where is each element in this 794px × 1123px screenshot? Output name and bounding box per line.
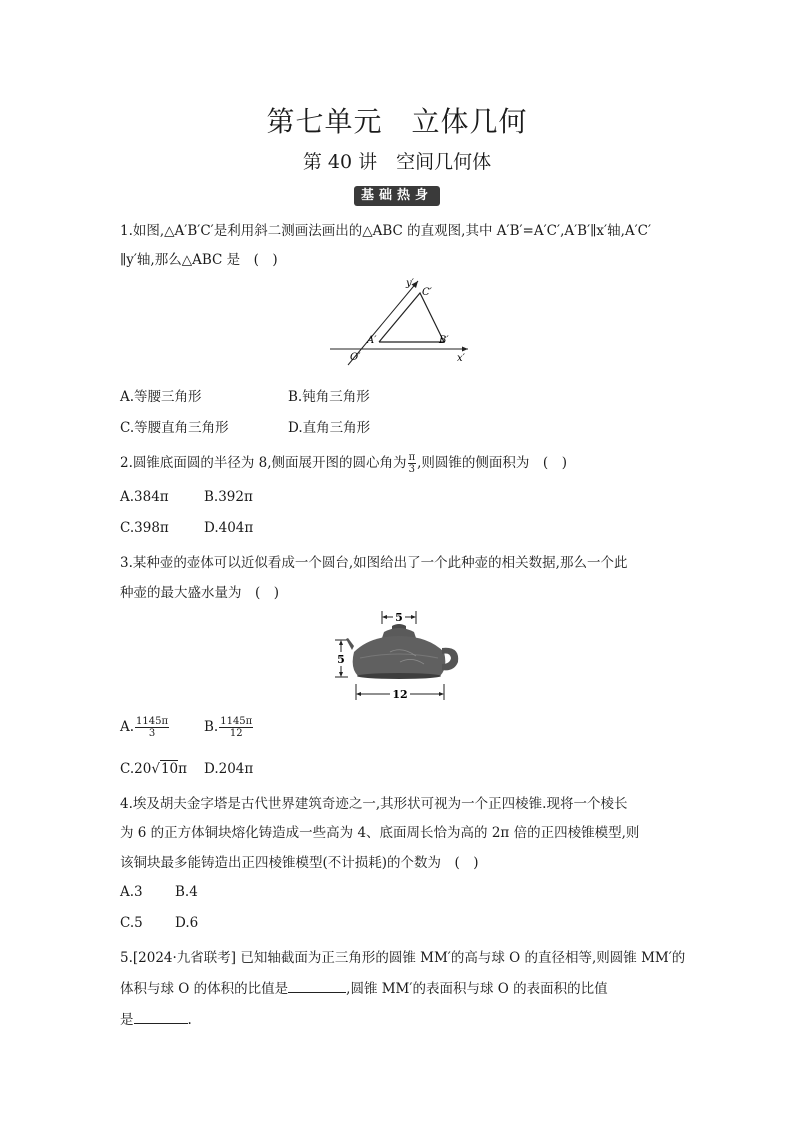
lecture-title: 第 40 讲 空间几何体 [302,151,492,173]
q1-option-c: C.等腰直角三角形 [120,420,229,436]
q5-line2-end: ,圆锥 MM′的表面积与球 O 的表面积的比值 [346,981,608,997]
q1-figure [320,272,480,367]
label-o: O′ [350,352,361,363]
q3-a-num: 1145π [136,716,169,727]
teapot-image [346,624,458,679]
triangle-abc [379,293,444,342]
dim-top: 5 [395,611,403,624]
q1-line1: 1.如图,△A′B′C′是利用斜二测画法画出的△ABC 的直观图,其中 A′B′=A′C′,A′B′∥x′轴,A′C′ [120,223,652,239]
q3-option-c-radicand: 10 [160,761,179,777]
q5-line1: 5.[2024·九省联考] 已知轴截面为正三角形的圆锥 MM′的高与球 O 的直径相等,则圆锥 MM′的 [120,950,686,966]
q5-line3-end: . [187,1012,192,1028]
q3-a-den: 3 [148,728,156,739]
q5-blank-2[interactable] [134,1009,188,1024]
label-y: y′ [406,278,414,289]
q3-option-a [120,716,170,739]
q3-b-den: 12 [229,728,243,739]
q2-text-before: 2.圆锥底面圆的半径为 8,侧面展开图的圆心角为 [120,455,407,471]
q5-blank-1[interactable] [288,978,346,993]
q3-option-c-prefix: C.20 [120,761,152,777]
q2-angle-fraction [408,452,417,475]
q3-option-b [204,716,254,739]
q1-option-b: B.钝角三角形 [288,389,370,405]
q4-line2: 为 6 的正方体铜块熔化铸造成一些高为 4、底面周长恰为高的 2π 倍的正四棱锥模型,则 [120,825,640,841]
q2-text-after: ,则圆锥的侧面积为 ( ) [417,455,567,471]
q4-option-b: B.4 [175,884,198,900]
q3-option-a-fraction [135,716,169,739]
x-axis-arrow [462,347,468,352]
q3-teapot-figure [330,606,465,706]
q5-line2-start: 体积与球 O 的体积的比值是 [120,981,289,997]
section-badge: 基础热身 [354,186,440,206]
q2-stem [120,451,567,475]
q2-option-c: C.398π [120,520,169,536]
dim-side: 5 [337,653,345,666]
q3-option-b-prefix: B. [204,719,219,735]
unit-title: 第七单元 立体几何 [266,105,528,138]
q3-option-c [120,760,187,777]
q4-option-c: C.5 [120,915,143,931]
sqrt-sign: √ [151,761,160,777]
q3-option-c-suffix: π [178,761,187,777]
q2-option-b: B.392π [204,489,253,505]
q3-option-d: D.204π [204,761,254,777]
label-x: x′ [457,353,465,364]
q2-frac-den: 3 [408,464,416,475]
q4-option-d: D.6 [175,915,199,931]
q4-line1: 4.埃及胡夫金字塔是古代世界建筑奇迹之一,其形状可视为一个正四棱锥.现将一个棱长 [120,796,628,812]
q2-frac-num: π [408,452,416,463]
label-c: C′ [422,287,432,298]
dim-bottom: 12 [392,688,408,701]
q3-option-a-prefix: A. [120,719,135,735]
q4-option-a: A.3 [120,884,143,900]
q2-option-a: A.384π [120,489,169,505]
q1-option-a: A.等腰三角形 [120,389,202,405]
q4-line3: 该铜块最多能铸造出正四棱锥模型(不计损耗)的个数为 ( ) [120,855,479,871]
q5-line3 [120,1008,192,1028]
q3-line1: 3.某种壶的壶体可以近似看成一个圆台,如图给出了一个此种壶的相关数据,那么一个此 [120,555,628,571]
q5-line2 [120,977,608,997]
q3-b-num: 1145π [220,716,253,727]
q2-option-d: D.404π [204,520,254,536]
q1-option-d: D.直角三角形 [288,420,371,436]
q5-line3-start: 是 [120,1012,134,1028]
label-b: B′ [439,335,449,346]
label-a: A′ [367,335,377,346]
q1-line2: ∥y′轴,那么△ABC 是 ( ) [120,252,278,268]
q3-option-b-fraction [219,716,253,739]
q3-line2: 种壶的最大盛水量为 ( ) [120,585,280,601]
